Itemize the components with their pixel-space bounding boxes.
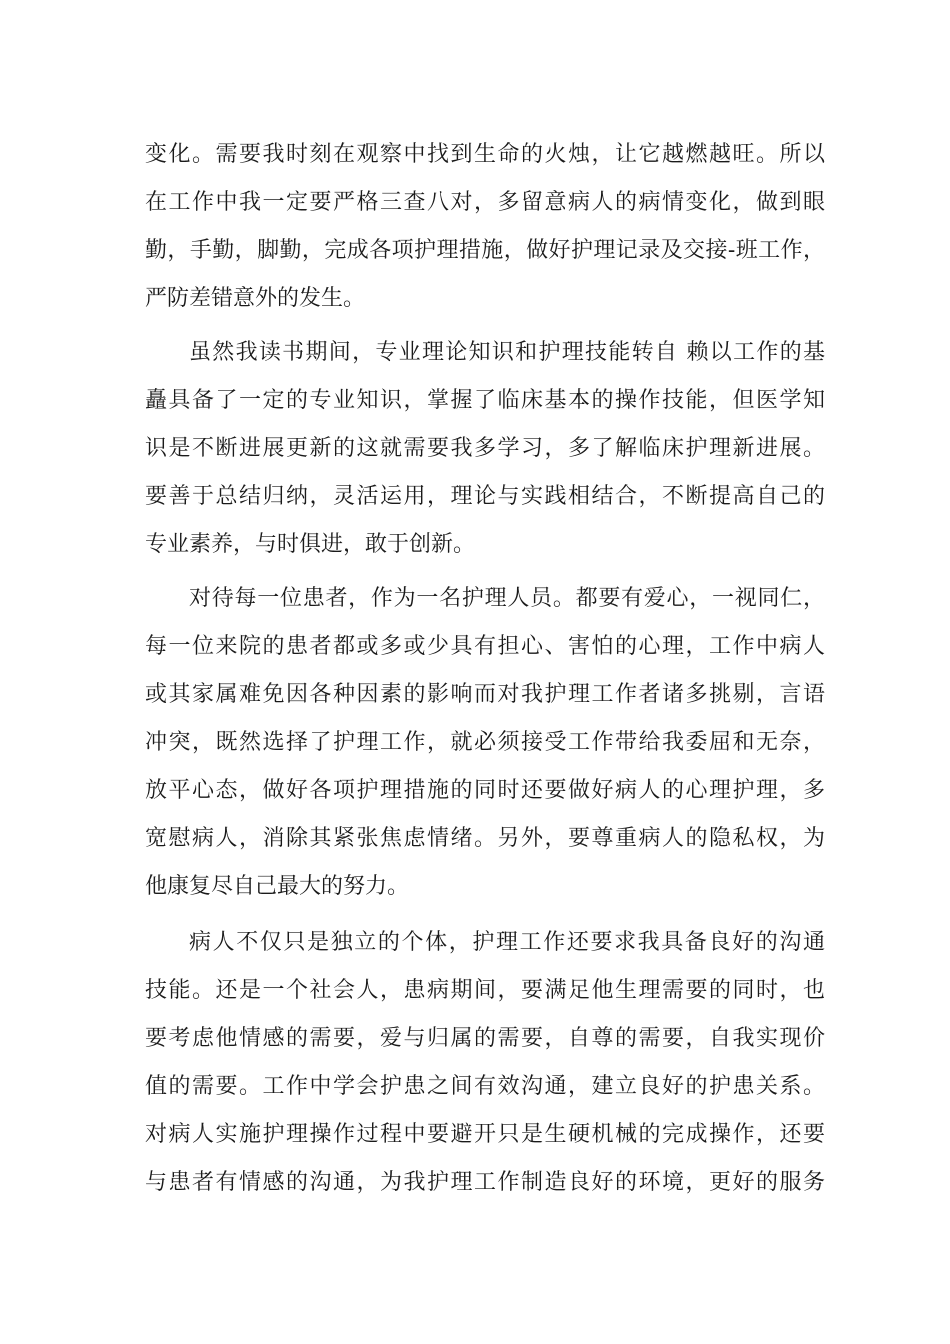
paragraph-1-line-2: 在工作中我一定要严格三查八对，多留意病人的病情变化，做到眼 xyxy=(145,190,825,215)
paragraph-1-line-4: 严防差错意外的发生。 xyxy=(145,286,366,311)
paragraph-1-line-3: 勤，手勤，脚勤，完成各项护理措施，做好护理记录及交接-班工作， xyxy=(145,238,825,263)
paragraph-1-line-1: 变化。需要我时刻在观察中找到生命的火烛，让它越燃越旺。所以 xyxy=(145,142,825,167)
paragraph-4-line-1: 病人不仅只是独立的个体，护理工作还要求我具备良好的沟通 xyxy=(189,930,825,955)
paragraph-3-line-6: 宽慰病人，消除其紧张焦虑情绪。另外，要尊重病人的隐私权，为 xyxy=(145,826,825,851)
paragraph-4-line-4: 值的需要。工作中学会护患之间有效沟通，建立良好的护患关系。 xyxy=(145,1074,825,1099)
paragraph-2-line-2: 矗具备了一定的专业知识，掌握了临床基本的操作技能，但医学知 xyxy=(145,388,825,413)
paragraph-2-line-3: 识是不断进展更新的这就需要我多学习，多了解临床护理新进展。 xyxy=(145,436,825,461)
paragraph-2-line-1: 虽然我读书期间，专业理论知识和护理技能转自 赖以工作的基 xyxy=(189,340,825,365)
paragraph-4-line-6: 与患者有情感的沟通，为我护理工作制造良好的环境，更好的服务 xyxy=(145,1170,825,1195)
paragraph-4-line-5: 对病人实施护理操作过程中要避开只是生硬机械的完成操作，还要 xyxy=(145,1122,825,1147)
paragraph-4-line-3: 要考虑他情感的需要，爱与归属的需要，自尊的需要，自我实现价 xyxy=(145,1026,825,1051)
paragraph-3-line-7: 他康复尽自己最大的努力。 xyxy=(145,874,410,899)
paragraph-4-line-2: 技能。还是一个社会人，患病期间，要满足他生理需要的同时，也 xyxy=(145,978,825,1003)
paragraph-2-line-5: 专业素养，与时俱进，敢于创新。 xyxy=(145,532,476,557)
paragraph-3-line-3: 或其家属难免因各种因素的影响而对我护理工作者诸多挑剔，言语 xyxy=(145,682,825,707)
paragraph-3-line-2: 每一位来院的患者都或多或少具有担心、害怕的心理，工作中病人 xyxy=(145,634,825,659)
paragraph-3-line-5: 放平心态，做好各项护理措施的同时还要做好病人的心理护理，多 xyxy=(145,778,825,803)
paragraph-3-line-1: 对待每一位患者，作为一名护理人员。都要有爱心，一视同仁， xyxy=(189,586,825,611)
paragraph-2-line-4: 要善于总结归纳，灵活运用，理论与实践相结合，不断提高自己的 xyxy=(145,484,825,509)
paragraph-3-line-4: 冲突，既然选择了护理工作，就必须接受工作带给我委屈和无奈， xyxy=(145,730,825,755)
